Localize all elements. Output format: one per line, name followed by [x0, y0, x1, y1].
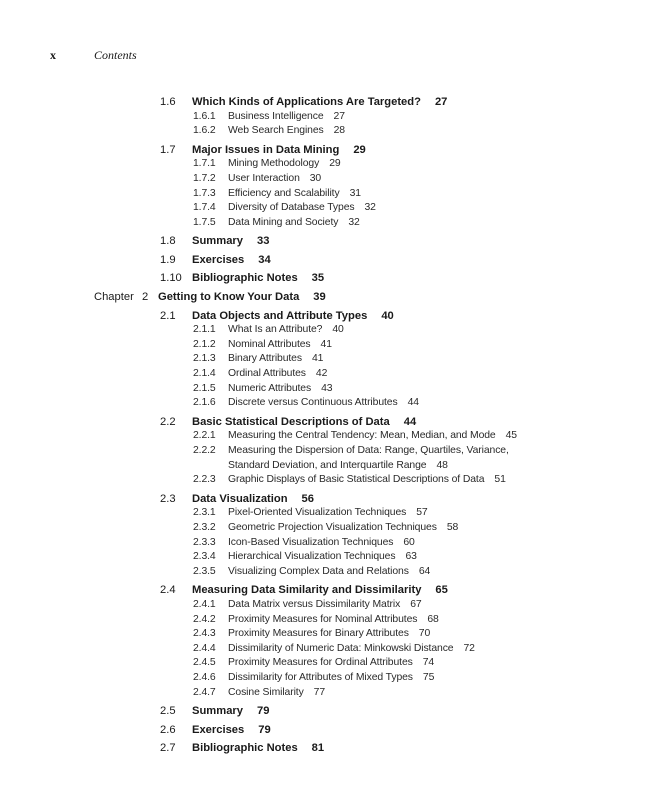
page-ref: 31 — [349, 187, 361, 199]
page-ref: 64 — [418, 565, 431, 577]
page-ref: 60 — [403, 536, 415, 548]
section-number: 1.9 — [160, 253, 176, 266]
subsection-title: Measuring the Central Tendency: Mean, Median, and Mode 45 — [228, 430, 517, 442]
section-number: 2.3 — [160, 492, 176, 505]
subsection-title: Hierarchical Visualization Techniques 63 — [228, 551, 417, 563]
subsection-title: Geometric Projection Visualization Techniques 58 — [228, 521, 459, 533]
page-ref: 44 — [407, 397, 419, 409]
subsection-title: Data Matrix versus Dissimilarity Matrix 67 — [228, 598, 422, 610]
subsection-title: Dissimilarity for Attributes of Mixed Types 75 — [228, 672, 435, 683]
section-title: Bibliographic Notes 35 — [192, 272, 325, 285]
page-ref: 27 — [434, 96, 448, 108]
page-ref: 51 — [494, 474, 506, 486]
page-ref: 79 — [258, 723, 271, 736]
subsection-title: Business Intelligence 27 — [228, 110, 345, 122]
page-ref: 33 — [257, 235, 270, 248]
subsection-number: 2.4.1 — [193, 598, 216, 610]
section-number: 2.4 — [160, 584, 176, 597]
subsection-title: Dissimilarity of Numeric Data: Minkowski Distance 72 — [228, 642, 475, 654]
subsection-number: 2.4.6 — [193, 672, 216, 683]
subsection-title: Numeric Attributes 43 — [228, 382, 333, 394]
subsection-number: 2.1.2 — [193, 338, 216, 350]
subsection-title: Proximity Measures for Nominal Attributes 68 — [228, 613, 439, 625]
section-title: Summary 79 — [192, 705, 270, 718]
subsection-title: Mining Methodology 29 — [228, 158, 341, 170]
page-ref: 44 — [403, 415, 417, 428]
subsection-number: 1.6.2 — [193, 125, 216, 137]
page-ref: 40 — [332, 324, 344, 336]
page-ref: 35 — [311, 272, 325, 285]
page-ref: 67 — [410, 598, 422, 610]
page-ref: 32 — [364, 202, 376, 214]
section-number: 2.1 — [160, 309, 176, 322]
section-number: 1.7 — [160, 143, 176, 156]
subsection-title: Data Mining and Society 32 — [228, 216, 360, 228]
subsection-title: Proximity Measures for Ordinal Attributes 74 — [228, 657, 435, 669]
subsection-number: 2.4.5 — [193, 657, 216, 669]
subsection-number: 2.1.4 — [193, 367, 216, 379]
page-ref: 41 — [311, 353, 324, 365]
subsection-number: 2.3.4 — [193, 551, 216, 563]
section-number: 1.6 — [160, 96, 176, 108]
page-ref: 27 — [333, 110, 345, 122]
page-ref: 34 — [258, 253, 271, 266]
page-ref: 57 — [416, 507, 428, 519]
page-ref: 43 — [321, 382, 333, 394]
page-ref: 32 — [348, 216, 360, 228]
section-title: Bibliographic Notes 81 — [192, 742, 325, 755]
section-number: 2.6 — [160, 723, 176, 736]
subsection-title: Nominal Attributes 41 — [228, 338, 332, 350]
subsection-number: 2.2.2 — [193, 444, 216, 456]
section-title: Exercises 34 — [192, 253, 271, 266]
page-ref: 68 — [427, 613, 439, 625]
page-ref: 42 — [315, 367, 328, 379]
page-ref: 77 — [313, 686, 326, 698]
page-ref: 29 — [353, 143, 366, 156]
page-ref: 29 — [329, 158, 341, 170]
subsection-number: 2.3.3 — [193, 536, 216, 548]
subsection-title: Pixel-Oriented Visualization Techniques 57 — [228, 507, 428, 519]
page-ref: 39 — [313, 290, 326, 303]
subsection-number: 2.4.4 — [193, 642, 216, 654]
subsection-number: 2.2.1 — [193, 430, 216, 442]
section-title: Exercises 79 — [192, 723, 271, 736]
section-number: 1.8 — [160, 235, 176, 248]
subsection-title: What Is an Attribute? 40 — [228, 324, 344, 336]
page-ref: 79 — [257, 705, 270, 718]
subsection-title: Efficiency and Scalability 31 — [228, 187, 361, 199]
page-ref: 48 — [436, 459, 448, 471]
subsection-title: Proximity Measures for Binary Attributes 70 — [228, 628, 431, 640]
page-ref: 74 — [422, 657, 435, 669]
subsection-title: Web Search Engines 28 — [228, 125, 345, 137]
section-number: 2.7 — [160, 742, 176, 755]
section-title: Data Visualization 56 — [192, 492, 314, 505]
subsection-title: User Interaction 30 — [228, 173, 322, 184]
section-title: Data Objects and Attribute Types 40 — [192, 309, 394, 322]
subsection-number: 2.2.3 — [193, 474, 216, 486]
subsection-number: 2.1.5 — [193, 382, 216, 394]
subsection-title: Diversity of Database Types 32 — [228, 202, 376, 214]
page-ref: 28 — [333, 125, 345, 137]
subsection-number: 1.7.5 — [193, 216, 216, 228]
subsection-number: 1.7.4 — [193, 202, 216, 214]
subsection-number: 2.1.6 — [193, 397, 216, 409]
page-ref: 63 — [405, 551, 417, 563]
subsection-title: Cosine Similarity 77 — [228, 686, 326, 698]
chapter-title: Getting to Know Your Data 39 — [158, 290, 326, 303]
subsection-title: Visualizing Complex Data and Relations 64 — [228, 565, 431, 577]
page-ref: 72 — [463, 642, 475, 654]
subsection-number: 2.4.3 — [193, 628, 216, 640]
page-ref: 56 — [301, 492, 314, 505]
subsection-title: Icon-Based Visualization Techniques 60 — [228, 536, 415, 548]
subsection-number: 1.7.2 — [193, 173, 216, 184]
section-title: Basic Statistical Descriptions of Data 44 — [192, 415, 417, 428]
page-ref: 70 — [418, 628, 431, 640]
subsection-number: 2.1.1 — [193, 324, 216, 336]
page-ref: 75 — [422, 672, 435, 683]
chapter-number: 2 — [142, 290, 149, 303]
subsection-number: 2.3.2 — [193, 521, 216, 533]
page-ref: 65 — [435, 584, 448, 597]
section-number: 2.5 — [160, 705, 176, 718]
page-number: x — [50, 48, 56, 62]
subsection-number: 2.1.3 — [193, 353, 216, 365]
subsection-number: 1.6.1 — [193, 110, 216, 122]
page-ref: 40 — [381, 309, 394, 322]
page-ref: 30 — [309, 173, 322, 184]
section-title: Major Issues in Data Mining 29 — [192, 143, 366, 156]
chapter-label: Chapter — [94, 290, 134, 303]
subsection-number: 1.7.1 — [193, 158, 216, 170]
section-title: Summary 33 — [192, 235, 270, 248]
section-title: Measuring Data Similarity and Dissimilarity 65 — [192, 584, 448, 597]
subsection-title: Discrete versus Continuous Attributes 44 — [228, 397, 419, 409]
subsection-number: 2.4.7 — [193, 686, 216, 698]
subsection-number: 2.3.1 — [193, 507, 216, 519]
section-number: 2.2 — [160, 415, 176, 428]
page-ref: 58 — [446, 521, 459, 533]
page-ref: 41 — [320, 338, 332, 350]
subsection-number: 2.4.2 — [193, 613, 216, 625]
running-header-title: Contents — [94, 48, 137, 62]
subsection-title: Graphic Displays of Basic Statistical Descriptions of Data 51 — [228, 474, 506, 486]
subsection-title: Ordinal Attributes 42 — [228, 367, 328, 379]
subsection-number: 1.7.3 — [193, 187, 216, 199]
subsection-number: 2.3.5 — [193, 565, 216, 577]
subsection-title: Binary Attributes 41 — [228, 353, 324, 365]
subsection-title-continued: Standard Deviation, and Interquartile Range 48 — [228, 459, 448, 471]
page-ref: 81 — [311, 742, 325, 755]
subsection-title: Measuring the Dispersion of Data: Range, Quartiles, Variance, — [228, 444, 509, 456]
section-title: Which Kinds of Applications Are Targeted? 27 — [192, 96, 448, 108]
page-ref: 45 — [505, 430, 517, 442]
section-number: 1.10 — [160, 272, 182, 285]
